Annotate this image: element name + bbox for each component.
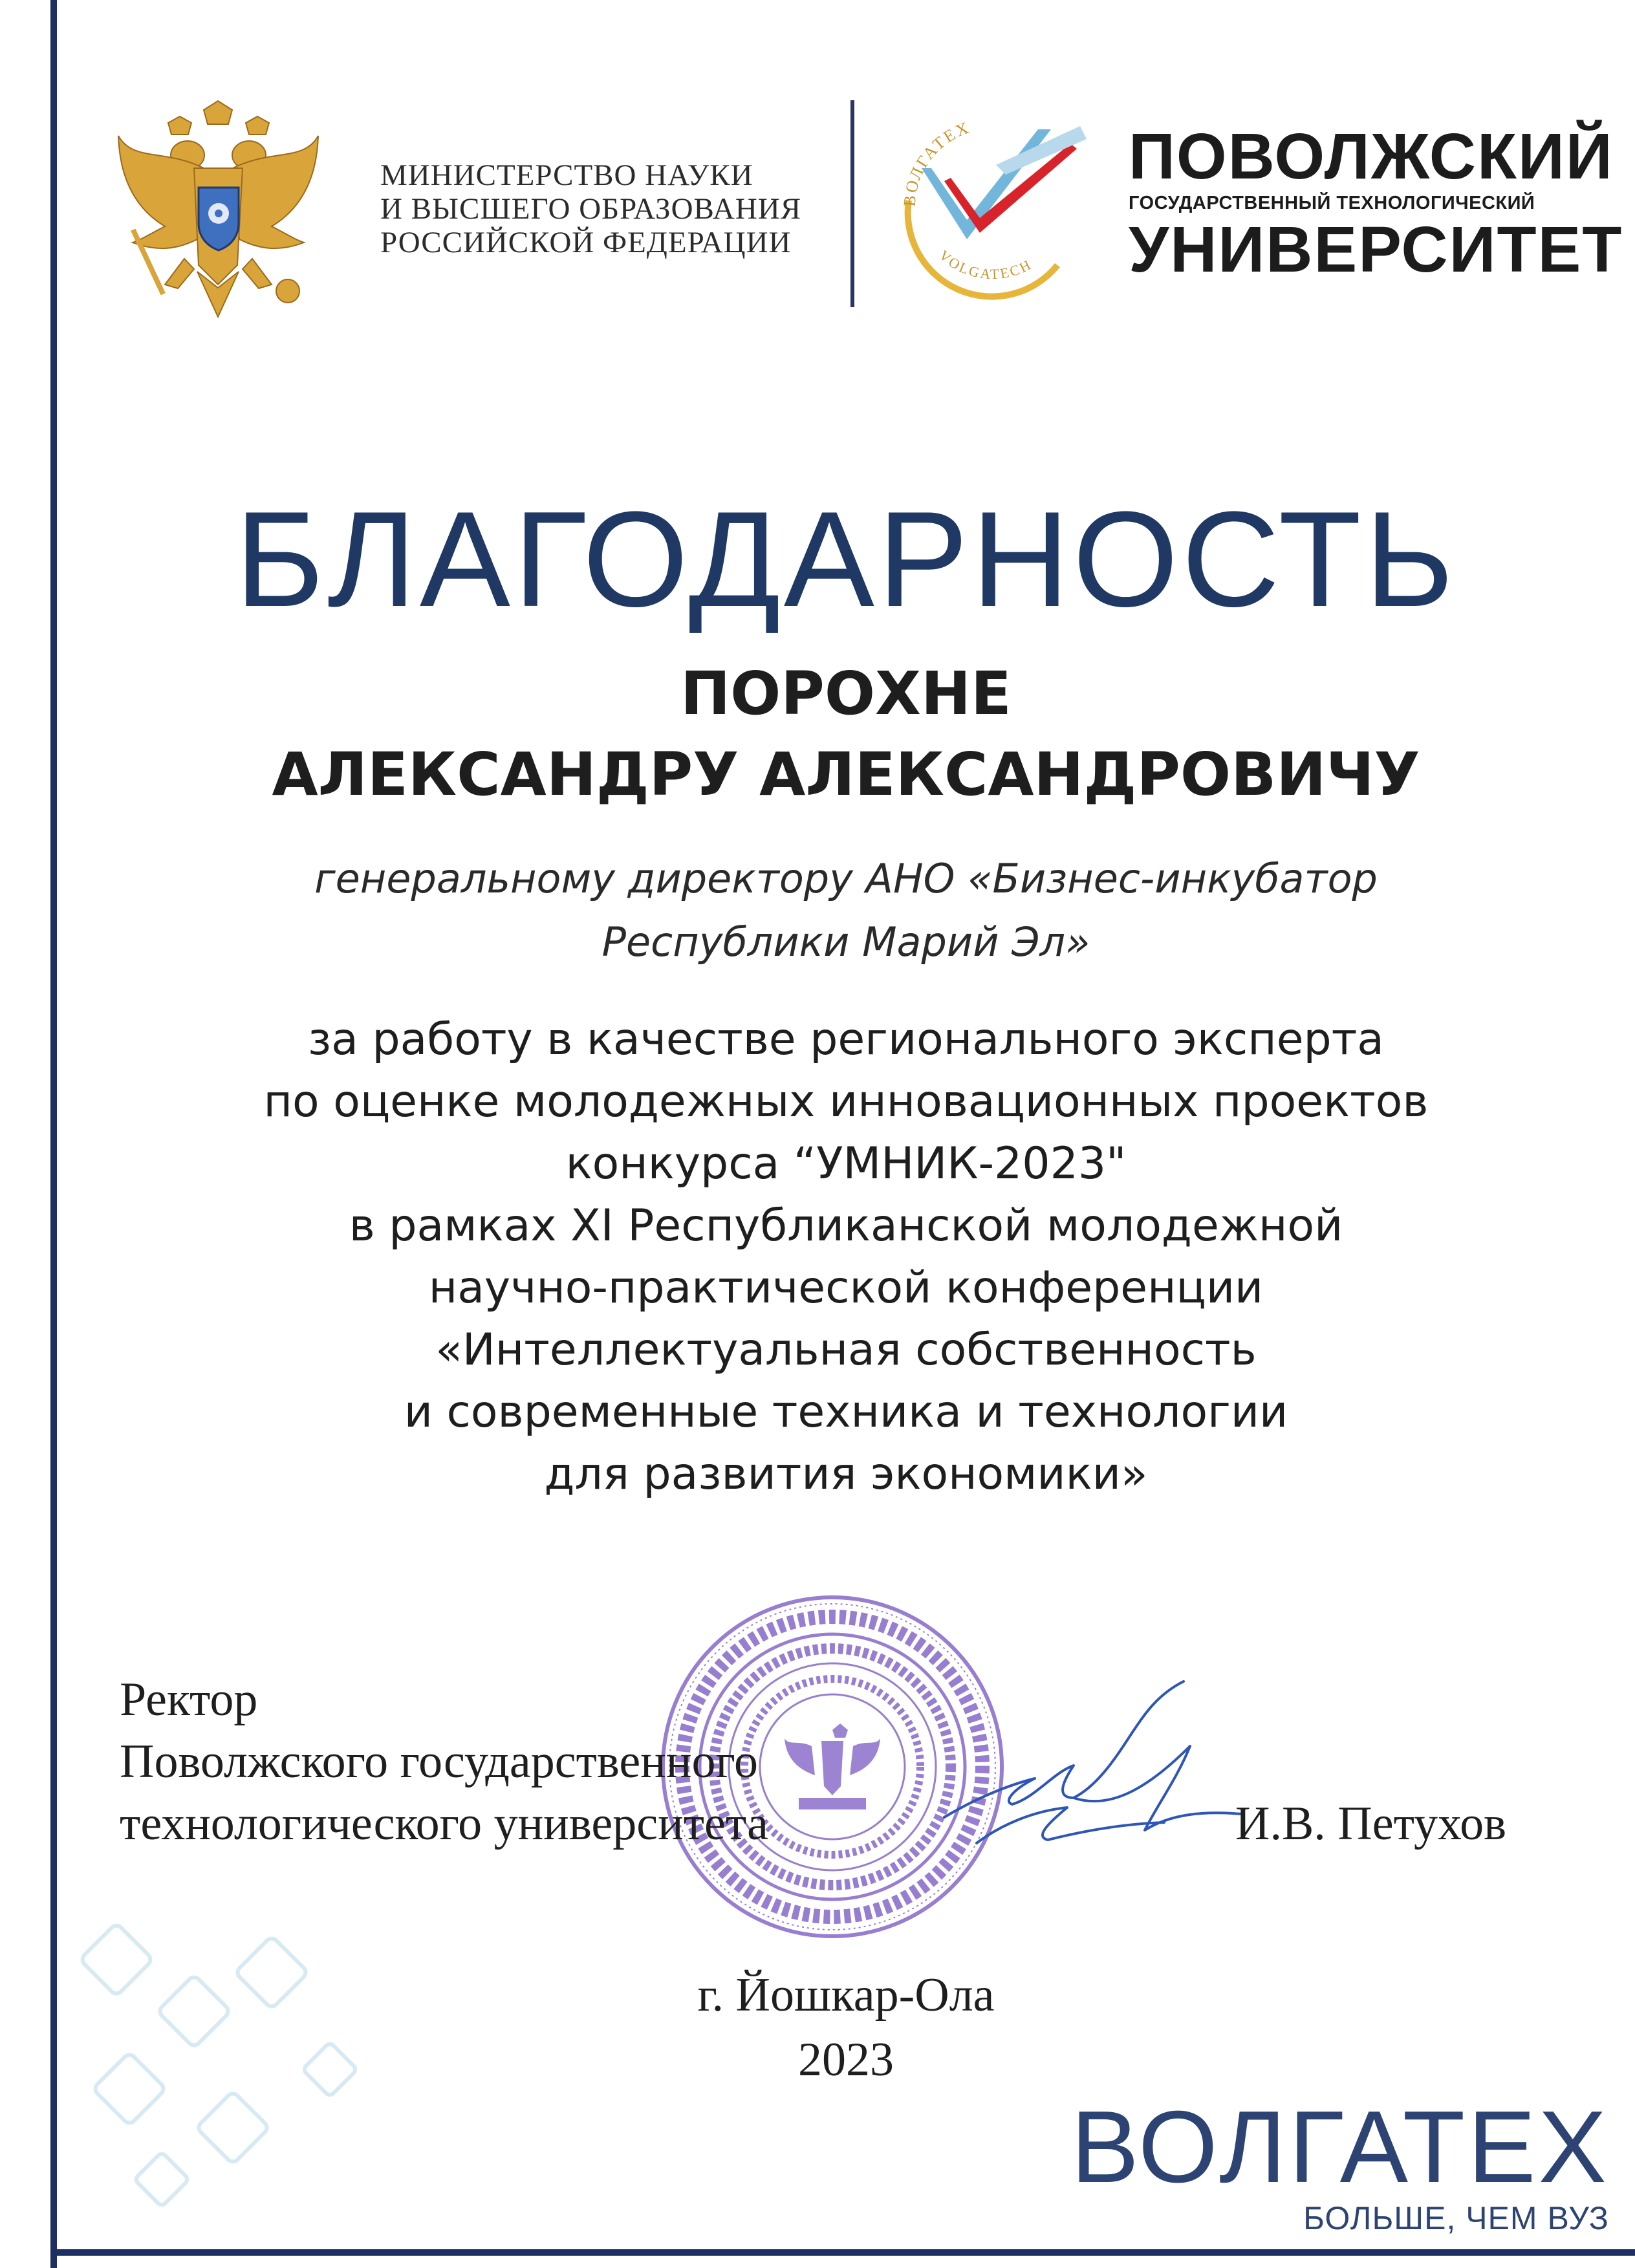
brand-slogan: БОЛЬШЕ, ЧЕМ ВУЗ bbox=[1303, 2200, 1609, 2236]
page-frame-left bbox=[50, 0, 57, 2268]
year: 2023 bbox=[798, 2033, 894, 2086]
recipient-given-names: АЛЕКСАНДРУ АЛЕКСАНДРОВИЧУ bbox=[272, 740, 1420, 809]
signer-name: И.В. Петухов bbox=[1235, 1797, 1507, 1850]
recipient-name bbox=[57, 653, 1635, 815]
city: г. Йошкар-Ола bbox=[697, 1969, 995, 2022]
recipient-position bbox=[57, 847, 1635, 974]
position-line-2: Республики Марий Эл» bbox=[601, 918, 1090, 966]
page-frame-bottom bbox=[50, 2249, 1635, 2256]
place-and-year bbox=[57, 1963, 1635, 2092]
ministry-line-2: И ВЫСШЕГО ОБРАЗОВАНИЯ bbox=[380, 192, 802, 226]
university-name bbox=[1129, 120, 1623, 286]
ministry-line-3: РОССИЙСКОЙ ФЕДЕРАЦИИ bbox=[380, 226, 792, 259]
ministry-name bbox=[380, 158, 833, 259]
svg-text:VOLGATECH bbox=[936, 247, 1035, 282]
gratitude-text bbox=[57, 1009, 1635, 1506]
university-name-line-3: УНИВЕРСИТЕТ bbox=[1129, 213, 1623, 286]
body-line: в рамках XI Республиканской молодежной bbox=[349, 1200, 1343, 1251]
coat-of-arms-emblem bbox=[107, 97, 330, 330]
signer-line-1: Ректор bbox=[120, 1673, 258, 1726]
signer-line-2: Поволжского государственного bbox=[120, 1735, 758, 1788]
volgatech-brand bbox=[1070, 2090, 1609, 2238]
position-line-1: генеральному директору АНО «Бизнес-инкубатор bbox=[314, 855, 1378, 902]
logo-arc-bottom-text: VOLGATECH bbox=[936, 246, 1035, 283]
body-line: по оценке молодежных инновационных проектов bbox=[263, 1076, 1429, 1127]
header-divider bbox=[850, 100, 854, 307]
body-line: для развития экономики» bbox=[544, 1449, 1148, 1500]
signer-title bbox=[120, 1669, 768, 1855]
document-title: БЛАГОДАРНОСТЬ bbox=[235, 483, 1457, 635]
body-line: «Интеллектуальная собственность bbox=[435, 1324, 1257, 1376]
rector-signature bbox=[938, 1675, 1274, 1875]
body-line: и современные техника и технологии bbox=[404, 1387, 1288, 1438]
university-logo bbox=[883, 110, 1103, 304]
university-name-line-2: ГОСУДАРСТВЕННЫЙ ТЕХНОЛОГИЧЕСКИЙ bbox=[1129, 193, 1535, 213]
university-name-line-1: ПОВОЛЖСКИЙ bbox=[1129, 120, 1614, 193]
body-line: за работу в качестве регионального эксперта bbox=[308, 1014, 1384, 1065]
body-line: конкурса “УМНИК-2023" bbox=[565, 1138, 1127, 1189]
signer-line-3: технологического университета bbox=[120, 1797, 768, 1850]
body-line: научно-практической конференции bbox=[428, 1262, 1264, 1313]
logo-arc-top-text: ВОЛГАТЕХ bbox=[900, 118, 973, 208]
brand-name: ВОЛГАТЕХ bbox=[1070, 2090, 1609, 2204]
recipient-surname: ПОРОХНЕ bbox=[680, 659, 1012, 728]
ministry-line-1: МИНИСТЕРСТВО НАУКИ bbox=[380, 158, 753, 192]
